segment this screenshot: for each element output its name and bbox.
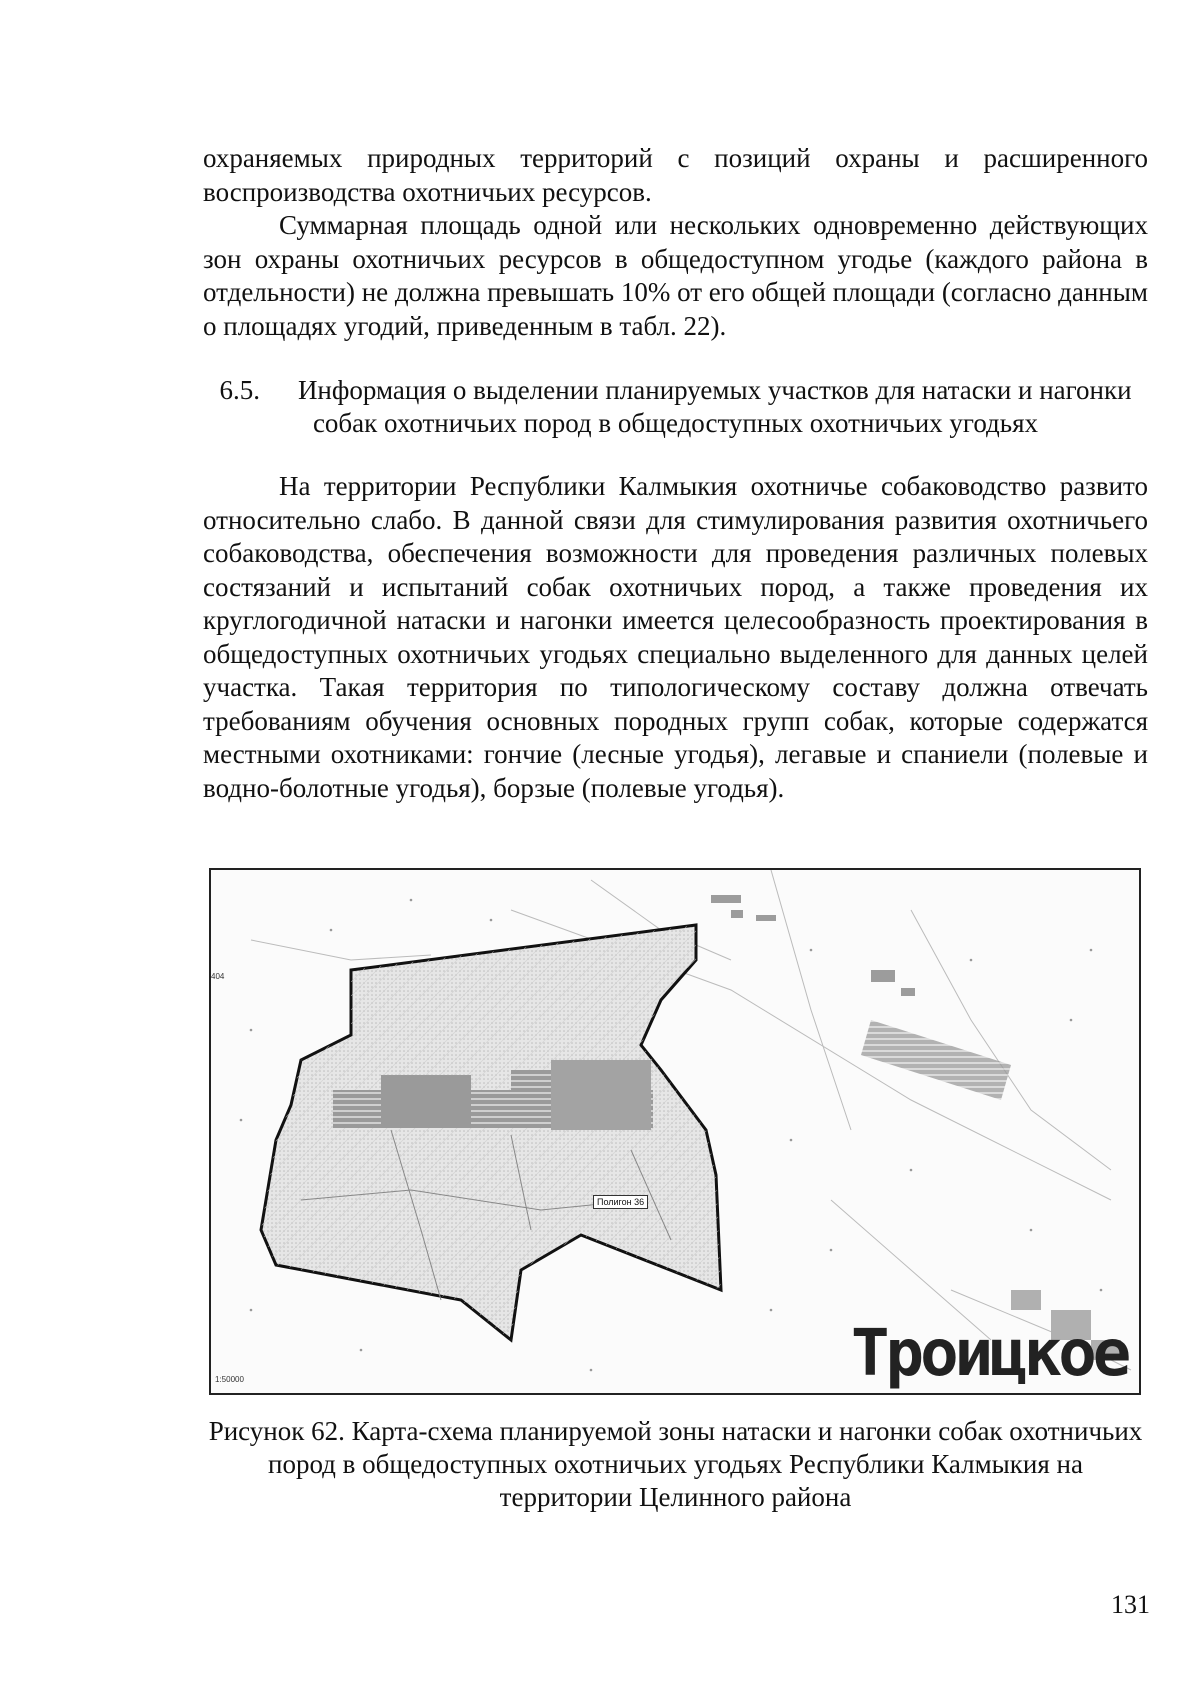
map-coordinate-label: 404: [211, 972, 225, 981]
section-number: 6.5.: [219, 375, 260, 405]
polygon-label: Полигон 36: [593, 1195, 648, 1209]
section-title: Информация о выделении планируемых участков для натаски и нагонки собак охотничьих пород в общедоступных охотничьих угодьях: [297, 375, 1132, 438]
section-heading: [203, 374, 1148, 440]
field-strip-east: [861, 1020, 1011, 1100]
map-drawing: [211, 870, 1139, 1393]
paragraph-1: охраняемых природных территорий с позиций охраны и расширенного воспроизводства охотничьих ресурсов.: [203, 143, 1148, 207]
paragraph-2: Суммарная площадь одной или нескольких одновременно действующих зон охраны охотничьих ресурсов в общедоступном угодье (каждого района в отдельности) не должна превышать 10% от его общей площади (согласно данным о площадях угодий, приведенным в табл. 22).: [203, 210, 1148, 341]
town-label: Троицкое: [851, 1317, 1128, 1391]
paragraph-3: На территории Республики Калмыкия охотничье собаководство развито относительно слабо. В данной связи для стимулирования развития охотничьего собаководства, обеспечения возможности для проведения различных полевых состязаний и испытаний собак охотничьих пород, а также проведения их круглогодичной натаски и нагонки имеется целесообразность проектирования в общедоступных охотничьих угодьях специально выделенного для данных целей участка. Такая территория по типологическому составу должна отвечать требованиям обучения основных породных групп собак, которые содержатся местными охотниками: гончие (лесные угодья), легавые и спаниели (полевые и водно-болотные угодья), борзые (полевые угодья).: [203, 471, 1148, 803]
settlement-north: [711, 895, 915, 996]
map-scale-label: 1:50000: [215, 1375, 244, 1384]
figure-caption: Рисунок 62. Карта-схема планируемой зоны натаски и нагонки собак охотничьих пород в общедоступных охотничьих угодьях Республики Калмыкия на территории Целинного района: [208, 1416, 1143, 1512]
page-number: 131: [1111, 1590, 1150, 1619]
map-figure: [209, 868, 1141, 1395]
